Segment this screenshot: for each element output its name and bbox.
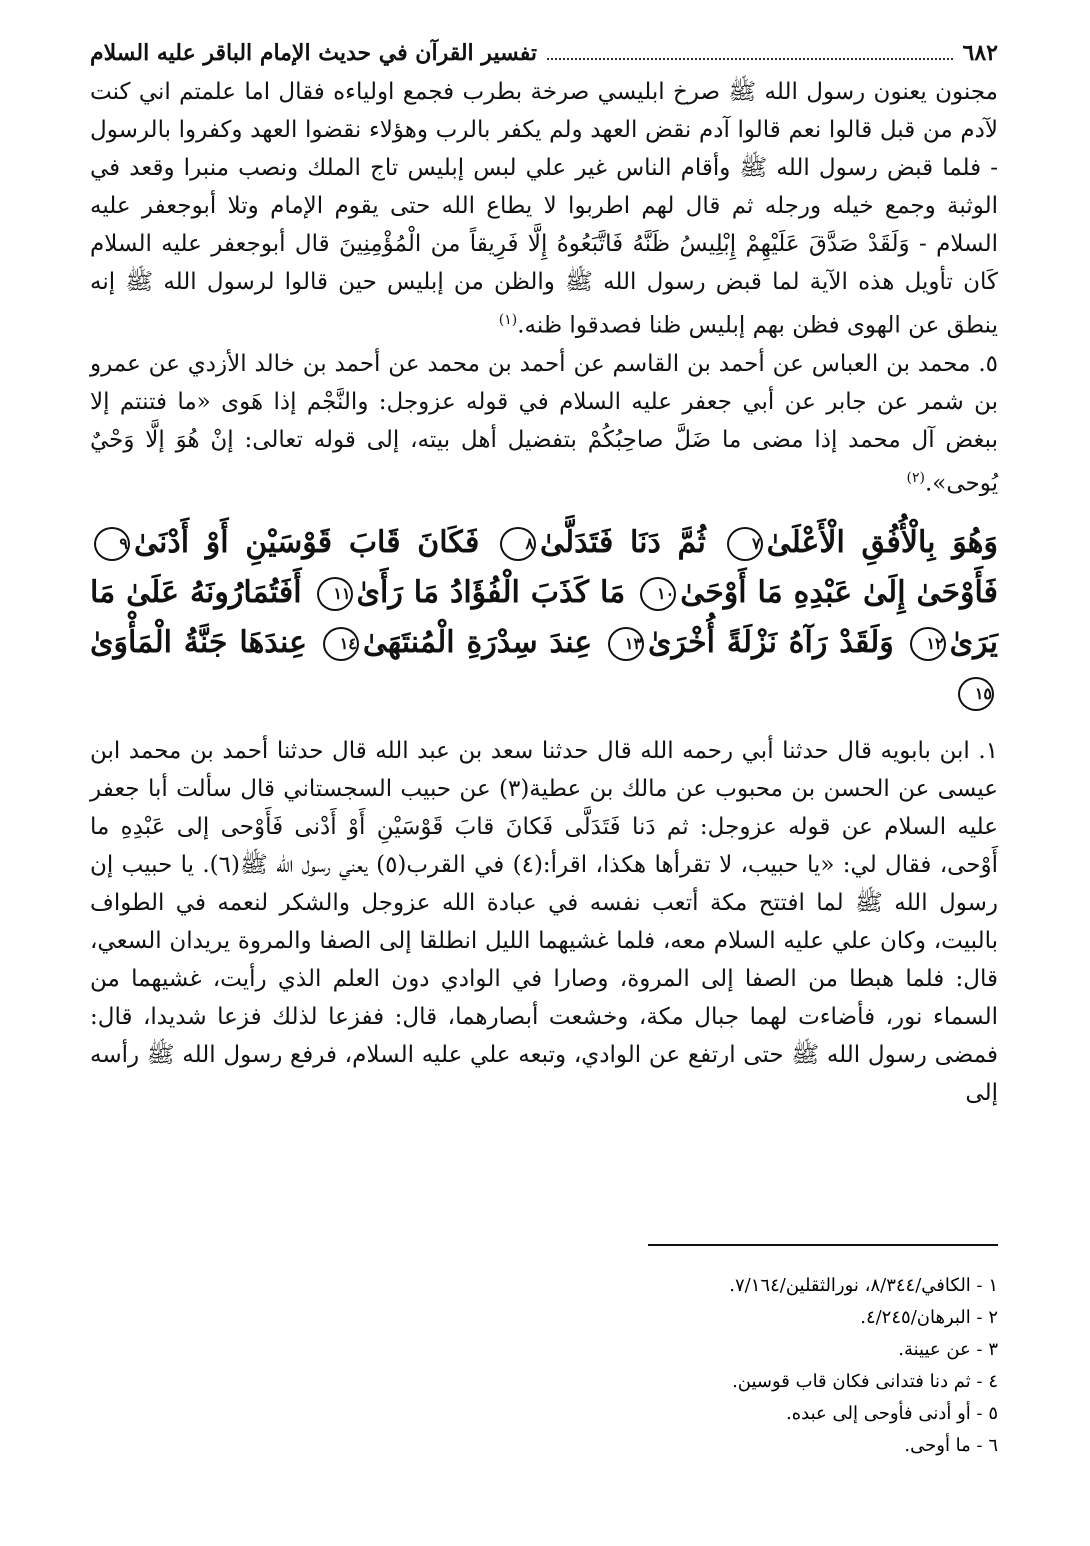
quran-verses-block — [90, 518, 998, 718]
verse-text: أَفَتُمَارُونَهُ عَلَىٰ مَا يَرَىٰ — [90, 575, 999, 661]
header-leader-dots — [547, 58, 953, 60]
verse-text: وَهُوَ بِالْأُفُقِ الْأَعْلَىٰ — [766, 525, 998, 561]
paragraph-1-text: مجنون يعنون رسول الله ﷺ صرخ ابليسي صرخة بطرب فجمع اولياءه فقال اما علمتم اني كنت لآدم من قبل قالوا نعم قالوا آدم نقض العهد ولم يكفر بالرب وهؤلاء نقضوا العهد وكفروا بالرسول - فلما قبض رسول الله ﷺ وأقام الناس غير علي لبس إبليس تاج الملك ونصب منبرا وقعد في الوثبة وجمع خيله ورجله ثم قال لهم اطربوا لا يطاع الله حتى يقوم الإمام وتلا أبوجعفر عليه السلام - وَلَقَدْ صَدَّقَ عَلَيْهِمْ إِبْلِيسُ ظَنَّهُ فَاتَّبَعُوهُ إِلَّا فَرِيقاً من الْمُؤْمِنِينَ قال أبوجعفر عليه السلام كَان تأويل هذه الآية لما قبض رسول الله ﷺ والظن من إبليس حين قالوا لرسول الله ﷺ إنه ينطق عن الهوى فظن بهم إبليس ظنا فصدقوا ظنه. — [90, 79, 998, 339]
page-number: ٦٨٢ — [962, 40, 998, 66]
verse-text: عِندَ سِدْرَةِ الْمُنتَهَىٰ — [362, 625, 593, 661]
footnote-item: ٦ - ما أوحى. — [904, 1435, 998, 1456]
running-title: تفسير القرآن في حديث الإمام الباقر عليه السلام — [90, 40, 537, 66]
verse-text: ثُمَّ دَنَا فَتَدَلَّىٰ — [540, 525, 706, 561]
ayah-number-marker: ٧ — [727, 527, 763, 561]
paragraph-2-text: ٥. محمد بن العباس عن أحمد بن القاسم عن أحمد بن محمد عن أحمد بن خالد الأزدي عن عمرو بن شمر عن جابر عن أبي جعفر عليه السلام في قوله عزوجل: والنَّجْم إذا هَوى «ما فتنتم إلا ببغض آل محمد إذا مضى ما ضَلَّ صاحِبُكُمْ بتفضيل أهل بيته، إلى قوله تعالى: إنْ هُوَ إلَّا وَحْيٌ يُوحى». — [90, 350, 998, 497]
verse-text: عِندَهَا جَنَّةُ الْمَأْوَىٰ — [90, 625, 307, 661]
footnote-item: ٣ - عن عيينة. — [898, 1339, 998, 1360]
footnote-item: ١ - الكافي/٨/٣٤٤، نورالثقلين/٧/١٦٤. — [729, 1275, 998, 1296]
footnote-ref-1: (١) — [498, 312, 518, 328]
footnote-item: ٢ - البرهان/٤/٢٤٥. — [860, 1307, 998, 1328]
footnotes — [398, 1270, 998, 1462]
verse-text: فَأَوْحَىٰ إِلَىٰ عَبْدِهِ مَا أَوْحَىٰ — [680, 575, 999, 611]
paragraph-3: ١. ابن بابويه قال حدثنا أبي رحمه الله قال حدثنا سعد بن عبد الله قال حدثنا أحمد بن محمد ابن عيسى عن الحسن بن محبوب عن مالك بن عطية(٣) عن حبيب السجستاني قال سألت أبا جعفر عليه السلام عن قوله عزوجل: ثم دَنا فَتَدَلَّى فَكانَ قابَ قَوْسَيْنِ أَوْ أَدْنى فَأَوْحى إلى عَبْدِهِ ما أَوْحى، فقال لي: «يا حبيب، لا تقرأها هكذا، اقرأ:(٤) في القرب(٥) يعني رسول الله ﷺ(٦). يا حبيب إن رسول الله ﷺ لما افتتح مكة أتعب نفسه في عبادة الله عزوجل والشكر لنعمه في الطواف بالبيت، وكان علي عليه السلام معه، فلما غشيهما الليل انطلقا إلى الصفا والمروة يريدان السعي، قال: فلما هبطا من الصفا إلى المروة، وصارا في الوادي دون العلم الذي رأيت، غشيهما من السماء نور، فأضاءت لهما جبال مكة، وخشعت أبصارهما، قال: ففزعا لذلك فزعا شديدا، قال: فمضى رسول الله ﷺ حتى ارتفع عن الوادي، وتبعه علي عليه السلام، فرفع رسول الله ﷺ رأسه إلى — [90, 738, 999, 1107]
paragraph-1 — [90, 73, 998, 345]
footnote-ref-2: (٢) — [906, 469, 925, 486]
page-header — [90, 40, 998, 67]
ayah-number-marker: ١١ — [317, 577, 353, 611]
verse-text: وَلَقَدْ رَآهُ نَزْلَةً أُخْرَىٰ — [648, 625, 894, 661]
verse-text: فَكَانَ قَابَ قَوْسَيْنِ أَوْ أَدْنَىٰ — [134, 525, 480, 561]
footnote-separator — [648, 1244, 998, 1246]
footnote-item: ٥ - أو أدنى فأوحى إلى عبده. — [786, 1403, 998, 1424]
footnote-item: ٤ - ثم دنا فتدانى فكان قاب قوسين. — [732, 1371, 998, 1392]
paragraph-2 — [90, 345, 998, 503]
ayah-number-marker: ٩ — [94, 527, 130, 561]
ayah-number-marker: ١٠ — [640, 577, 676, 611]
ayah-number-marker: ١٣ — [608, 627, 644, 661]
ayah-number-marker: ١٢ — [910, 627, 946, 661]
ayah-number-marker: ١٥ — [958, 677, 994, 711]
ayah-number-marker: ٨ — [500, 527, 536, 561]
ayah-number-marker: ١٤ — [323, 627, 359, 661]
verse-text: مَا كَذَبَ الْفُؤَادُ مَا رَأَىٰ — [356, 575, 626, 611]
